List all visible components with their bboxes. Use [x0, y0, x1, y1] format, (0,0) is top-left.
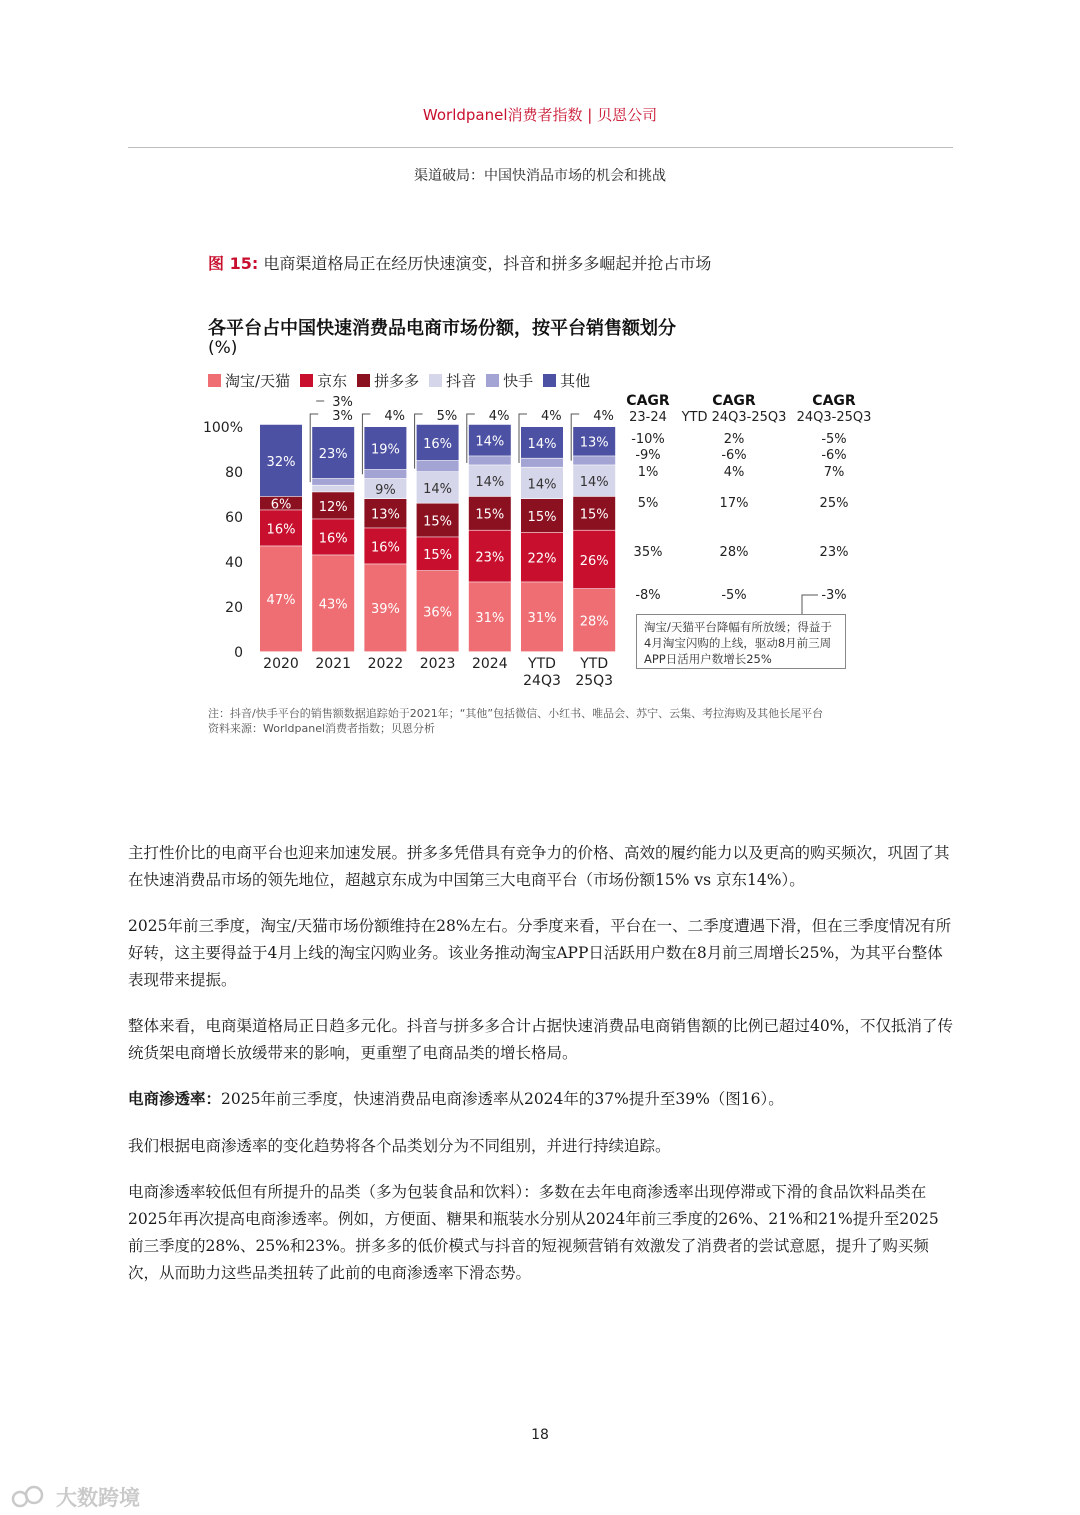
- chart-callout: 淘宝/天猫平台降幅有所放缓；得益于4月淘宝闪购的上线，驱动8月前三周APP日活用户数增长25%: [636, 614, 846, 669]
- x-tick-label: 2022: [367, 656, 404, 672]
- body-paragraph-2: 2025年前三季度，淘宝/天猫市场份额维持在28%左右。分季度来看，平台在一、二季度遭遇下滑，但在三季度情况有所好转，这主要得益于4月上线的淘宝闪购业务。该业务推动淘宝APP日活跃用户数在8月前三周增长25%，为其平台整体表现带来提振。: [128, 917, 952, 989]
- bar-data-label: 26%: [579, 553, 609, 569]
- cagr-value: 25%: [819, 496, 849, 511]
- body-paragraph-4: [128, 1086, 954, 1113]
- bar-data-label: 14%: [475, 475, 505, 490]
- bar-data-label: 14%: [423, 481, 453, 497]
- top-segment-label: 3%: [332, 409, 353, 424]
- bar-data-label: 28%: [579, 614, 609, 630]
- report-title: 渠道破局：中国快消品市场的机会和挑战: [414, 168, 666, 184]
- top-segment-label: 4%: [384, 409, 406, 424]
- bar-data-label: 14%: [475, 434, 505, 450]
- cagr-value: -8%: [635, 588, 661, 603]
- cagr-header: CAGR: [626, 393, 670, 409]
- cagr-value: -6%: [721, 448, 747, 463]
- bar-data-label: 16%: [318, 531, 348, 547]
- x-tick-label: YTD: [580, 656, 609, 672]
- top-segment-label: 5%: [436, 409, 458, 424]
- cagr-subheader: 24Q3-25Q3: [796, 410, 872, 425]
- watermark-text: 大数跨境: [56, 1486, 140, 1510]
- cagr-value: 5%: [637, 496, 659, 511]
- bar-data-label: 43%: [318, 597, 348, 613]
- chart-note: 注：抖音/快手平台的销售额数据追踪始于2021年；“其他”包括微信、小红书、唯品会、苏宁、云集、考拉海购及其他长尾平台: [208, 707, 824, 720]
- cagr-value: -9%: [635, 448, 661, 463]
- stacked-bar-chart: [0, 0, 1080, 700]
- cagr-subheader: YTD 24Q3-25Q3: [681, 410, 787, 425]
- cagr-value: -3%: [821, 588, 847, 603]
- y-tick-label: 80: [225, 465, 243, 481]
- y-tick-label: 0: [234, 645, 243, 661]
- cagr-subheader: 23-24: [629, 410, 667, 425]
- cagr-value: 17%: [719, 496, 749, 511]
- cagr-header: CAGR: [812, 393, 856, 409]
- legend-label: 京东: [317, 372, 348, 390]
- bar-data-label: 15%: [527, 509, 557, 525]
- cagr-value: 1%: [637, 465, 659, 480]
- watermark-logo: [10, 1482, 140, 1512]
- bar-data-label: 13%: [579, 435, 609, 451]
- bar-segment: [521, 459, 563, 467]
- x-tick-label: YTD: [528, 656, 556, 672]
- y-tick-label: 100%: [202, 420, 243, 436]
- bar-data-label: 32%: [266, 454, 296, 470]
- x-tick-label: 24Q3: [523, 673, 561, 689]
- bar-data-label: 36%: [423, 605, 453, 621]
- cagr-value: 2%: [723, 432, 745, 447]
- cagr-value: -5%: [721, 588, 747, 603]
- callout-connector: [802, 595, 818, 614]
- legend-label: 抖音: [446, 372, 477, 390]
- bar-data-label: 13%: [370, 507, 400, 523]
- report-brand-header: Worldpanel消费者指数 | 贝恩公司: [422, 106, 658, 124]
- legend-label: 其他: [560, 372, 591, 390]
- bar-data-label: 39%: [370, 602, 400, 618]
- top-segment-label: 4%: [541, 409, 562, 424]
- cagr-value: 7%: [823, 465, 845, 480]
- body-paragraph-5: 我们根据电商渗透率的变化趋势将各个品类划分为不同组别，并进行持续追踪。: [128, 1137, 671, 1155]
- bar-data-label: 16%: [266, 522, 296, 538]
- bar-segment: [312, 486, 354, 492]
- cagr-value: 35%: [633, 545, 663, 560]
- chart-unit: (%): [208, 338, 238, 358]
- body-paragraph-6: 电商渗透率较低但有所提升的品类（多为包装食品和饮料）：多数在去年电商渗透率出现停滞或下滑的食品饮料品类在2025年再次提高电商渗透率。例如，方便面、糖果和瓶装水分别从2024年前三季度的26%、21%和21%提升至2025前三季度的28%、25%和23%。拼多多的低价模式与抖音的短视频营销有效激发了消费者的尝试意愿，提升了购买频次，从而助力这些品类扭转了此前的电商渗透率下滑态势。: [128, 1183, 939, 1282]
- cagr-value: 28%: [719, 545, 749, 560]
- cagr-value: 23%: [819, 545, 849, 560]
- bar-segment: [469, 456, 511, 464]
- y-tick-label: 40: [225, 555, 243, 571]
- bar-data-label: 6%: [270, 497, 292, 513]
- bar-data-label: 9%: [375, 482, 396, 498]
- bar-segment: [364, 470, 406, 478]
- bar-data-label: 19%: [370, 442, 400, 458]
- bar-data-label: 31%: [527, 611, 557, 627]
- cagr-value: 4%: [723, 465, 745, 480]
- bar-data-label: 15%: [579, 507, 609, 523]
- bar-data-label: 23%: [318, 446, 348, 462]
- top-segment-label: 4%: [593, 409, 614, 424]
- x-tick-label: 2023: [419, 656, 456, 672]
- legend-label: 淘宝/天猫: [225, 372, 291, 390]
- page-number: 18: [531, 1427, 549, 1443]
- body-paragraph-4-label: 电商渗透率：: [128, 1090, 222, 1108]
- bar-data-label: 16%: [423, 436, 453, 452]
- body-paragraph-4-text: 2025年前三季度，快速消费品电商渗透率从2024年的37%提升至39%（图16）。: [221, 1090, 784, 1108]
- figure-caption-text: 电商渠道格局正在经历快速演变，抖音和拼多多崛起并抢占市场: [263, 254, 712, 273]
- bar-segment: [417, 461, 459, 472]
- bar-data-label: 15%: [475, 507, 505, 523]
- bar-data-label: 31%: [475, 611, 505, 627]
- bar-data-label: 14%: [527, 477, 557, 493]
- x-tick-label: 2024: [471, 656, 508, 672]
- bar-data-label: 16%: [370, 540, 400, 556]
- x-tick-label: 25Q3: [575, 673, 614, 689]
- legend-label: 拼多多: [374, 372, 420, 390]
- bar-data-label: 14%: [527, 436, 557, 452]
- body-paragraph-1: 主打性价比的电商平台也迎来加速发展。拼多多凭借具有竞争力的价格、高效的履约能力以及更高的购买频次，巩固了其在快速消费品市场的领先地位，超越京东成为中国第三大电商平台（市场份额15% vs 京东14%）。: [128, 844, 950, 889]
- top-segment-label: 3%: [332, 395, 353, 410]
- cagr-value: -6%: [821, 448, 847, 463]
- bar-data-label: 47%: [266, 593, 296, 609]
- bar-data-label: 23%: [475, 550, 505, 566]
- figure-number: 图 15:: [208, 254, 259, 273]
- top-segment-label: 4%: [488, 409, 510, 424]
- bar-segment: [573, 456, 615, 464]
- bar-data-label: 22%: [527, 551, 557, 567]
- x-tick-label: 2021: [315, 656, 352, 672]
- cloud-logo-icon: [10, 1485, 50, 1509]
- x-tick-label: 2020: [263, 656, 299, 672]
- bar-data-label: 12%: [318, 499, 348, 515]
- chart-title: 各平台占中国快速消费品电商市场份额，按平台销售额划分: [208, 318, 676, 339]
- cagr-value: -10%: [631, 432, 665, 447]
- y-tick-label: 20: [225, 600, 243, 616]
- bar-segment: [312, 479, 354, 485]
- legend-label: 快手: [503, 372, 534, 390]
- chart-notes: [208, 706, 878, 736]
- bar-data-label: 14%: [579, 475, 609, 490]
- cagr-value: -5%: [821, 432, 847, 447]
- bar-data-label: 15%: [423, 514, 453, 530]
- bar-data-label: 15%: [423, 548, 453, 564]
- cagr-header: CAGR: [712, 393, 756, 409]
- y-tick-label: 60: [225, 510, 243, 526]
- chart-source: 资料来源：Worldpanel消费者指数；贝恩分析: [208, 722, 436, 735]
- body-paragraph-3: 整体来看，电商渠道格局正日趋多元化。抖音与拼多多合计占据快速消费品电商销售额的比例已超过40%，不仅抵消了传统货架电商增长放缓带来的影响，更重塑了电商品类的增长格局。: [128, 1017, 953, 1062]
